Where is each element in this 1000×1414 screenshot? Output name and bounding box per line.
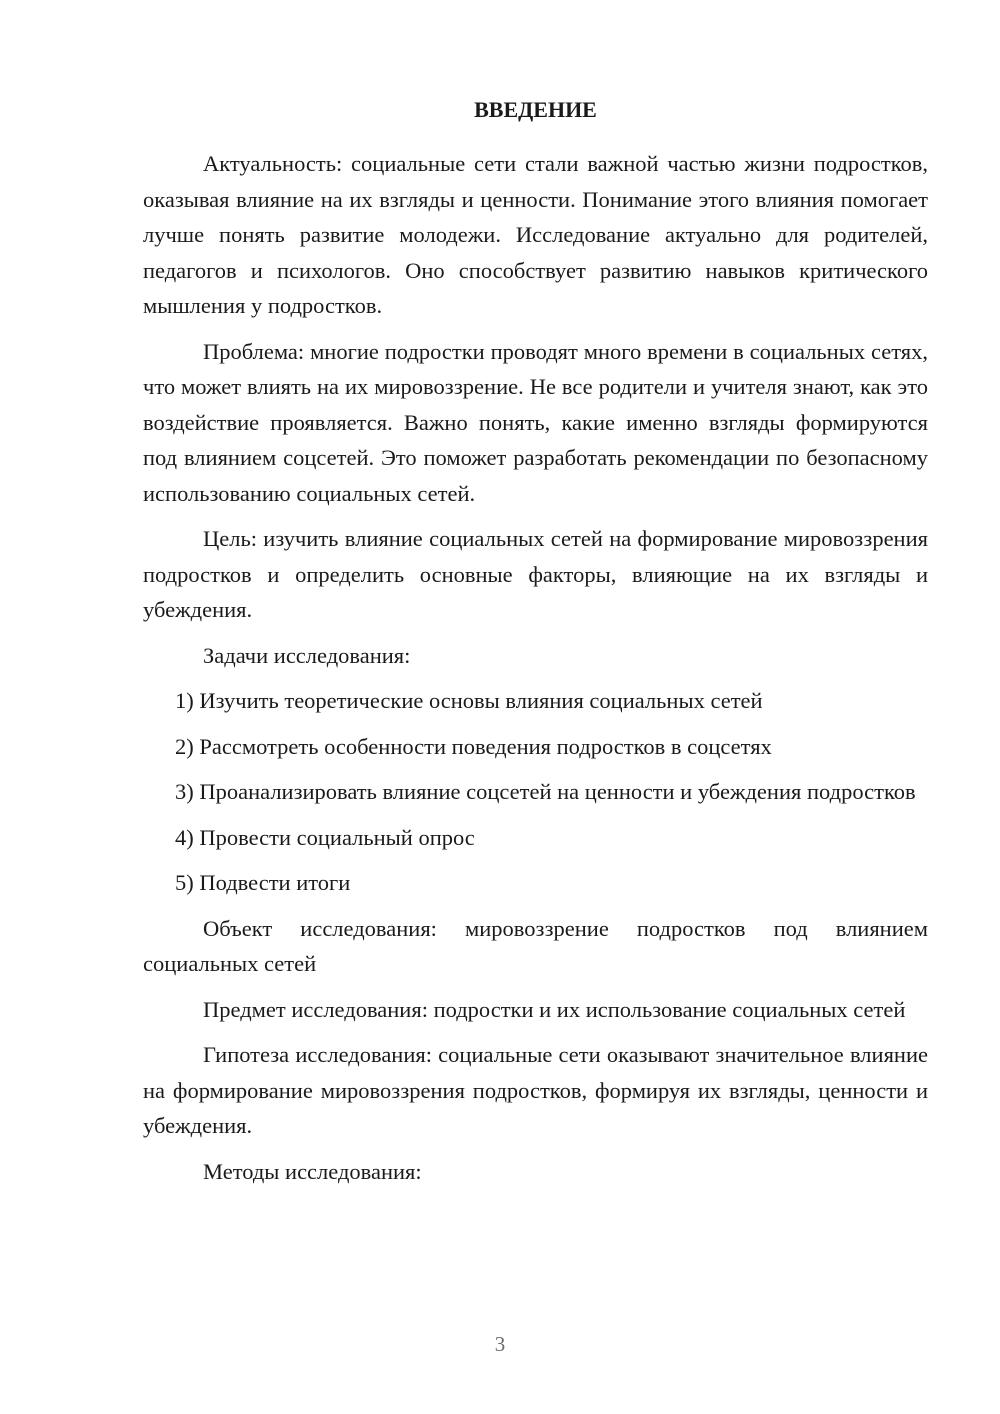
section-title: ВВЕДЕНИЕ xyxy=(474,97,597,122)
hypothesis-paragraph: Гипотеза исследования: социальные сети оказывают значительное влияние на формирование мировоззрения подростков, формируя их взгляды, ценности и убеждения. xyxy=(143,1042,928,1138)
task-item: 5) Подвести итоги xyxy=(175,870,351,895)
problem-paragraph: Проблема: многие подростки проводят много времени в социальных сетях, что может влиять на их мировоззрение. Не все родители и учителя знают, как это воздействие проявляется. Важно понять, какие именно взгляды формируются под влиянием соцсетей. Это поможет разработать рекомендации по безопасному использованию социальных сетей. xyxy=(143,338,928,506)
subject-paragraph: Предмет исследования: подростки и их использование социальных сетей xyxy=(203,996,906,1022)
task-item: 3) Проанализировать влияние соцсетей на ценности и убеждения подростков xyxy=(175,779,916,804)
task-item: 4) Провести социальный опрос xyxy=(175,824,475,850)
relevance-paragraph: Актуальность: социальные сети стали важной частью жизни подростков, оказывая влияние на их взгляды и ценности. Понимание этого влияния помогает лучше понять развитие молодежи. Исследование актуально для родителей, педагогов и психологов. Оно способствует развитию навыков критического мышления у подростков. xyxy=(143,151,928,318)
task-item: 2) Рассмотреть особенности поведения подростков в соцсетях xyxy=(175,733,772,759)
methods-heading: Методы исследования: xyxy=(203,1158,422,1184)
document-page xyxy=(143,92,928,1199)
page-number: 3 xyxy=(494,1332,506,1356)
goal-paragraph: Цель: изучить влияние социальных сетей на формирование мировоззрения подростков и определить основные факторы, влияющие на их взгляды и убеждения. xyxy=(143,526,928,622)
task-item: 1) Изучить теоретические основы влияния социальных сетей xyxy=(175,688,763,713)
tasks-heading: Задачи исследования: xyxy=(203,642,411,668)
object-paragraph: Объект исследования: мировоззрение подростков под влиянием социальных сетей xyxy=(143,915,928,976)
